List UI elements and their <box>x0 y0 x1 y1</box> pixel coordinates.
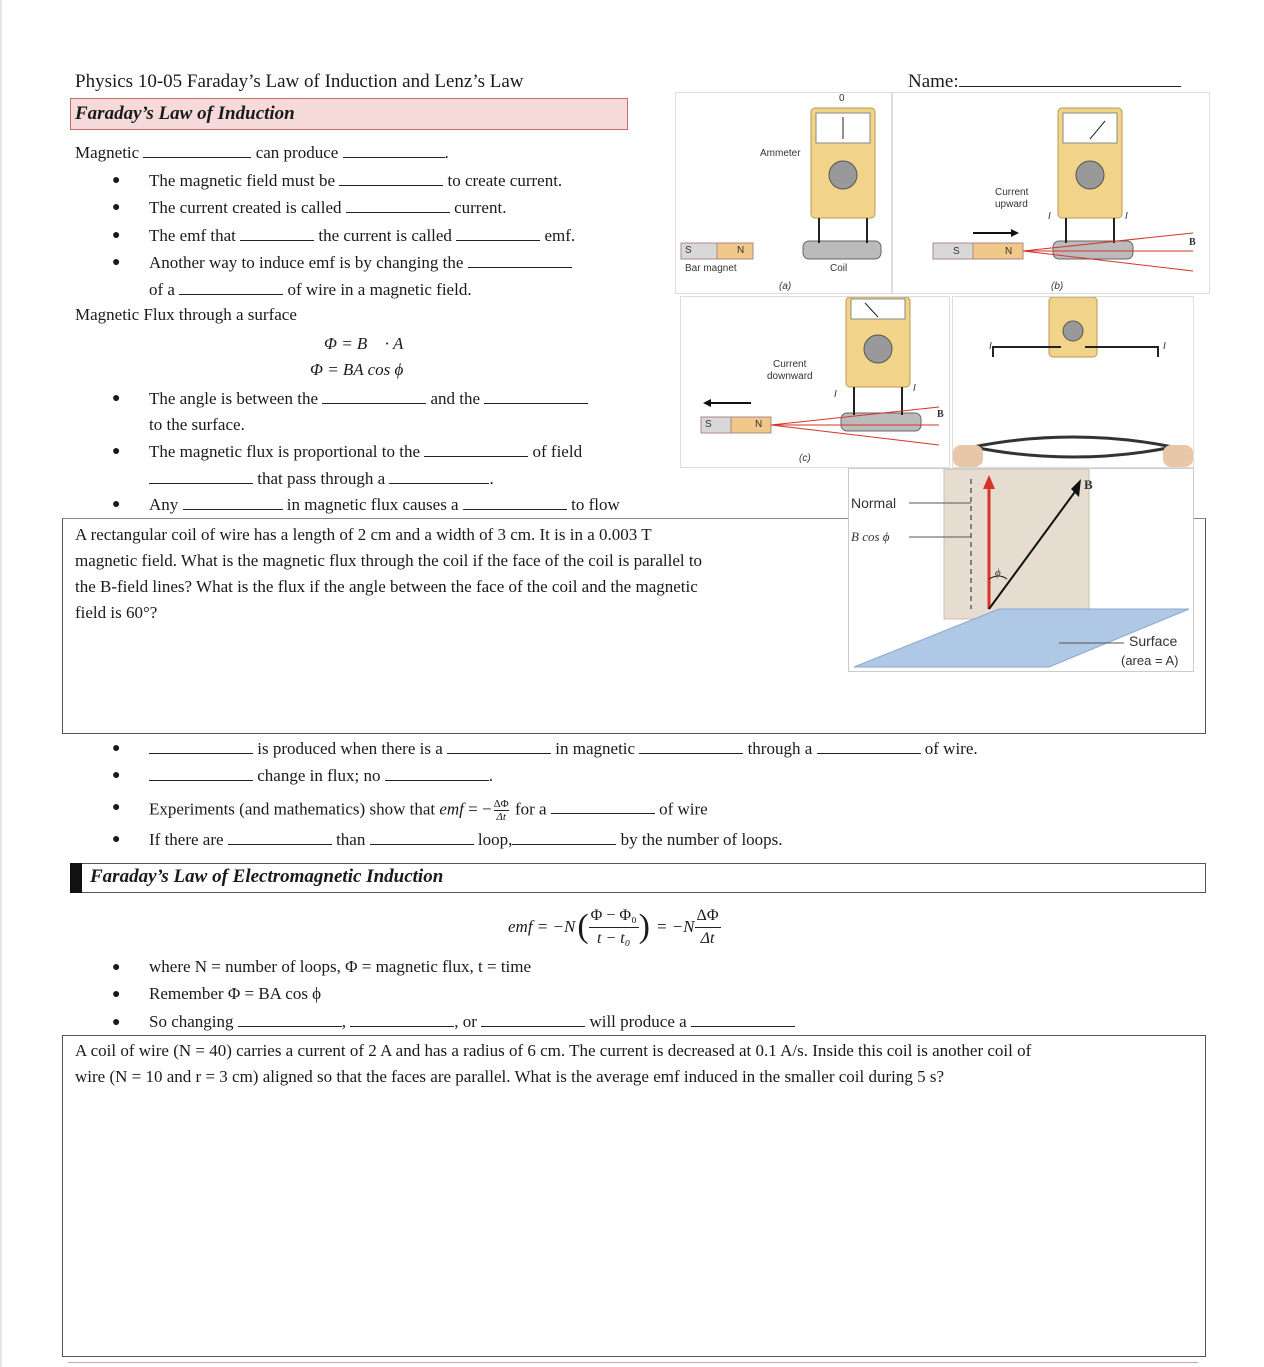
bullet-text: The emf that the current is called emf. <box>149 226 576 245</box>
problem-2-line: wire (N = 10 and r = 3 cm) aligned so that the faces are parallel. What is the average emf induced in the smaller coil during 5 s? <box>75 1067 945 1086</box>
bullet-text: Another way to induce emf is by changing the <box>149 253 572 273</box>
current-i-label: I <box>913 383 916 394</box>
problem-1-line: A rectangular coil of wire has a length of 2 cm and a width of 3 cm. It is in a 0.003 T <box>75 525 652 544</box>
bullet: ● <box>112 741 121 756</box>
bullet-text: where N = number of loops, Φ = magnetic flux, t = time <box>149 957 532 976</box>
bullet-text: that pass through a . <box>149 469 494 489</box>
bullet: ● <box>112 200 121 215</box>
figure-c-current-downward <box>680 296 950 468</box>
problem-1-line: the B-field lines? What is the flux if the angle between the face of the coil and the magnetic <box>75 577 698 596</box>
bullet-text: So changing , , or will produce a <box>149 1012 795 1032</box>
page-title: Physics 10-05 Faraday’s Law of Induction and Lenz’s Law <box>75 71 524 92</box>
magnet-s-label: S <box>685 245 692 256</box>
fig-c-caption: (c) <box>799 453 811 464</box>
b-field-label: B <box>937 409 944 420</box>
current-i-label: I <box>1125 211 1128 222</box>
b-field-label: B <box>1189 237 1196 248</box>
coil-label: Coil <box>830 263 848 274</box>
flux-equation-cos: Φ = BA cos ϕ <box>310 360 404 379</box>
b-vector-label: B <box>1084 477 1093 492</box>
current-label: Current <box>773 359 807 370</box>
bullet: ● <box>112 987 121 1002</box>
current-i-label: I <box>989 341 992 352</box>
line-magnetic: Magnetic can produce . <box>75 143 449 162</box>
bullet: ● <box>112 444 121 459</box>
name-label: Name: <box>908 72 1181 92</box>
heading-marker <box>70 863 82 893</box>
bullet-text: The angle is between the and the <box>149 389 588 409</box>
current-i-label: I <box>1163 341 1166 352</box>
bullet: ● <box>112 173 121 188</box>
bullet-text: The current created is called current. <box>149 198 507 217</box>
normal-label: Normal <box>851 495 897 511</box>
flux-equation-dot: Φ = B⃗ · A⃗ <box>324 334 417 353</box>
bullet-text: Remember Φ = BA cos ϕ <box>149 984 322 1003</box>
problem-1-line: magnetic field. What is the magnetic flux through the coil if the face of the coil is parallel to <box>75 551 703 570</box>
problem-2-line: A coil of wire (N = 40) carries a current of 2 A and has a radius of 6 cm. The current is decreased at 0.1 A/s. Inside this coil is another coil of <box>75 1041 1032 1060</box>
bullet: ● <box>112 768 121 783</box>
page-edge <box>0 0 2 1367</box>
bullet: ● <box>112 391 121 406</box>
figure-a-ammeter-magnet <box>675 92 892 294</box>
zero-label: 0 <box>839 93 845 104</box>
bullet-text: Experiments (and mathematics) show that emf = − $\frac{\Delta\Phi}{\Delta t}$ for a of wire <box>149 798 708 823</box>
bullet: ● <box>112 497 121 512</box>
bullet-text: of a of wire in a magnetic field. <box>149 280 472 299</box>
area-label: (area = A) <box>1121 653 1179 668</box>
bottom-rule <box>68 1362 1198 1363</box>
problem-1-line: field is 60°? <box>75 603 158 622</box>
bullet: ● <box>112 832 121 847</box>
figure-b-current-upward <box>892 92 1210 294</box>
bullet: ● <box>112 228 121 243</box>
upward-label: upward <box>995 199 1028 210</box>
surface-label: Surface <box>1129 633 1178 649</box>
bullet-text: to the surface. <box>149 415 245 434</box>
magnet-n-label: N <box>755 419 763 430</box>
bullet: ● <box>112 800 121 815</box>
bullet: ● <box>112 255 121 270</box>
magnet-n-label: N <box>1005 246 1013 257</box>
bullet-text: is produced when there is a in magnetic through a of wire. <box>149 739 978 759</box>
section-heading-faraday-induction: Faraday’s Law of Induction <box>75 103 295 124</box>
figure-flux-normal <box>848 468 1194 672</box>
fig-a-caption: (a) <box>779 281 792 292</box>
section-heading-electromagnetic-induction: Faraday’s Law of Electromagnetic Induction <box>90 866 444 887</box>
bullet-text: Any in magnetic flux causes a to flow <box>149 495 620 514</box>
current-i-label: I <box>1048 211 1051 222</box>
current-label: Current <box>995 187 1029 198</box>
downward-label: downward <box>767 371 813 382</box>
faraday-equation: emf = −N ( Φ − Φ₀ t − t₀ ) = −N ΔΦ Δt <box>508 906 719 947</box>
bar-magnet-label: Bar magnet <box>685 263 737 274</box>
magnet-n-label: N <box>737 245 745 256</box>
bullet: ● <box>112 960 121 975</box>
bullet-text: The magnetic field must be to create current. <box>149 171 563 190</box>
flux-title: Magnetic Flux through a surface <box>75 305 297 324</box>
ammeter-label: Ammeter <box>760 148 801 159</box>
phi-label: ϕ <box>995 567 1001 579</box>
magnet-s-label: S <box>953 246 960 257</box>
figure-d-loop-field <box>952 296 1194 468</box>
bcos-label: B cos ϕ <box>851 529 890 544</box>
bullet: ● <box>112 1015 121 1030</box>
current-i-label: I <box>834 389 837 400</box>
bullet-text: The magnetic flux is proportional to the of field <box>149 442 583 461</box>
fig-b-caption: (b) <box>1051 281 1064 292</box>
magnet-s-label: S <box>705 419 712 430</box>
bullet-text: If there are than loop, by the number of loops. <box>149 830 783 849</box>
bullet-text: change in flux; no . <box>149 766 493 786</box>
